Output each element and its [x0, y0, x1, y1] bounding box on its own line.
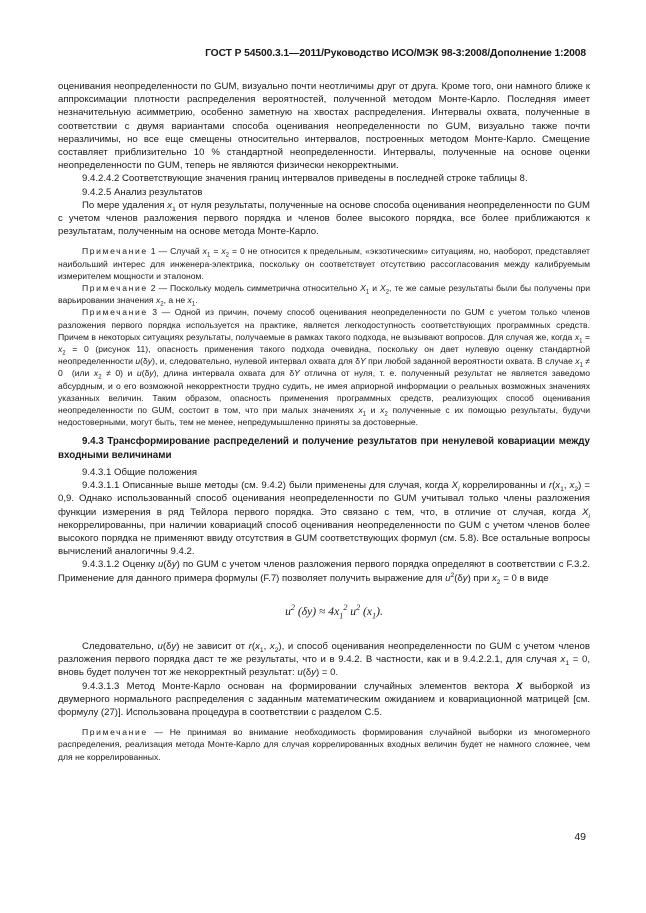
paragraph-9-4-3-1-3: 9.4.3.1.3 Метод Монте-Карло основан на формировании случайных элементов вектора X выборкой из двумерного нормального распределения с заданным математическим ожиданием и ковариационной матрицей [см. формулу (27)]. Использована процедура в соответствии с разделом C.5.: [58, 680, 590, 718]
page-number: 49: [574, 831, 586, 843]
page-body: [58, 80, 590, 763]
paragraph-9-4-3-1: 9.4.3.1 Общие положения: [82, 466, 198, 478]
page-header: ГОСТ Р 54500.3.1—2011/Руководство ИСО/МЭК 98-3:2008/Дополнение 1:2008: [205, 48, 586, 59]
paragraph-analysis: По мере удаления $x_1$ от нуля результаты, полученные на основе способа оценивания неопределенности по GUM с учетом членов разложения первого порядка и членов более высокого порядка, все более приближаются к результатам, полученным на основе метода Монте-Карло.: [58, 199, 590, 238]
note-3: Примечание 3 — Одной из причин, почему способ оценивания неопределенности по GUM с учетом только членов разложения первого порядка используется на практике, является легкодоступность соответствующих программных средств. Причем в некоторых ситуациях результаты, получаемые в рамках такого подхода, не вызывают вопросов. Для случая же, когда $x_1 = x_2 = 0$ (рисунок 11), опасность применения такого подхода очевидна, поскольку он дает нулевую оценку стандартной неопределенности u(δy), и, следовательно, нулевой интервал охвата для δY при любой заданной вероятности охвата. В случае $x_1 \ne 0$ (или $x_2 \ne 0$) и u(δy), длина интервала охвата для δY отлична от нуля, т. е. полученный результат не является заведомо абсурдным, и о его возможной некорректности трудно судить, не имея априорной информации о реальных возможных значениях указанных величин. Таким образом, опасность применения программных средств, реализующих способ оценивания неопределенности по GUM, состоит в том, что при малых значениях $x_1$ и $x_2$ полученные с их помощью результаты, будучи недостоверными, могут быть, тем не менее, непредумышленно приняты за достоверные.: [58, 307, 591, 428]
paragraph-9-4-3-1-2: 9.4.3.1.2 Оценку u(δy) по GUM с учетом членов разложения первого порядка определяют в соответствии с F.3.2. Применение для данного примера формулы (F.7) позволяет получить выражение для $u^2(\delta y)$ при $x_2 = 0$ в виде: [58, 559, 590, 586]
paragraph-9-4-3-1-1: 9.4.3.1.1 Описанные выше методы (см. 9.4.2) были применены для случая, когда $X_i$ коррелированны и $r(x_1$, $x_2) = 0,9$. Однако использованный способ оценивания неопределенности по GUM учитывал только члены разложения функции измерения в ряд Тейлора первого порядка. Это связано с тем, что, в отличие от случая, когда $X_i$ некоррелированны, при наличии ковариаций способ оценивания неопределенности по GUM с учетом членов более высокого порядка не применяют ввиду отсутствия в GUM соответствующих формул (см. 5.8). Все остальные вопросы вычислений аналогичны 9.4.2.: [58, 480, 590, 558]
paragraph-continuation: оценивания неопределенности по GUM, визуально почти неотличимы друг от друга. Кроме того, они намного ближе к аппроксимации плотности распределения вероятностей, полученной методом Монте-Карло. Последняя имеет незначительную асимметрию, особенно заметную на хвостах распределения. Интервалы охвата, полученные в соответствии с двумя вариантами способа оценивания неопределенности по GUM, визуально также почти неразличимы, но все еще смещены относительно интервалов, построенных методом Монте-Карло. Смещение составляет приблизительно 10 % стандартной неопределенности. Интервалы, полученные на основе оценки неопределенности по GUM, теперь не являются физически некорректными.: [58, 81, 590, 172]
paragraph-consequence: Следовательно, u(δy) не зависит от $r(x_1$, $x_2$), и способ оценивания неопределенности по GUM с учетом членов разложения первого порядка даст те же результаты, что и в 9.4.2. В частности, как и в 9.4.2.2.1, для случая $x_1 = 0$, вновь будет получен тот же некорректный результат: u(δy) = 0.: [58, 640, 591, 679]
note-2: Примечание 2 — Поскольку модель симметрична относительно $X_1$ и $X_2$, те же самые результаты были бы получены при варьировании значения $x_2$, а не $x_1$.: [58, 283, 590, 308]
formula-u2: $u^2$ $(\delta y) \approx 4x_1^2$ $u^2$ $(x_1)$.: [285, 602, 383, 621]
paragraph-9-4-2-4-2: 9.4.2.4.2 Соответствующие значения границ интервалов приведены в последней строке таблицы 8.: [82, 173, 528, 185]
section-heading-9-4-3: 9.4.3 Трансформирование распределений и получение результатов при ненулевой ковариации между входными величинами: [58, 436, 590, 461]
note-4: Примечание — Не принимая во внимание необходимость формирования случайной выборки из многомерного распределения, реализация метода Монте-Карло для случая коррелированных входных величин будет не намного сложнее, чем для не коррелированных.: [58, 727, 590, 762]
note-1: Примечание 1 — Случай $x_1 = x_2 = 0$ не относится к предельным, «экзотическим» ситуациям, но, наоборот, представляет наибольший интерес для инженера-электрика, поскольку он соответствует отсутствию рассогласования между калибруемым измерителем мощности и эталоном.: [58, 246, 590, 281]
paragraph-9-4-2-5: 9.4.2.5 Анализ результатов: [82, 186, 203, 198]
